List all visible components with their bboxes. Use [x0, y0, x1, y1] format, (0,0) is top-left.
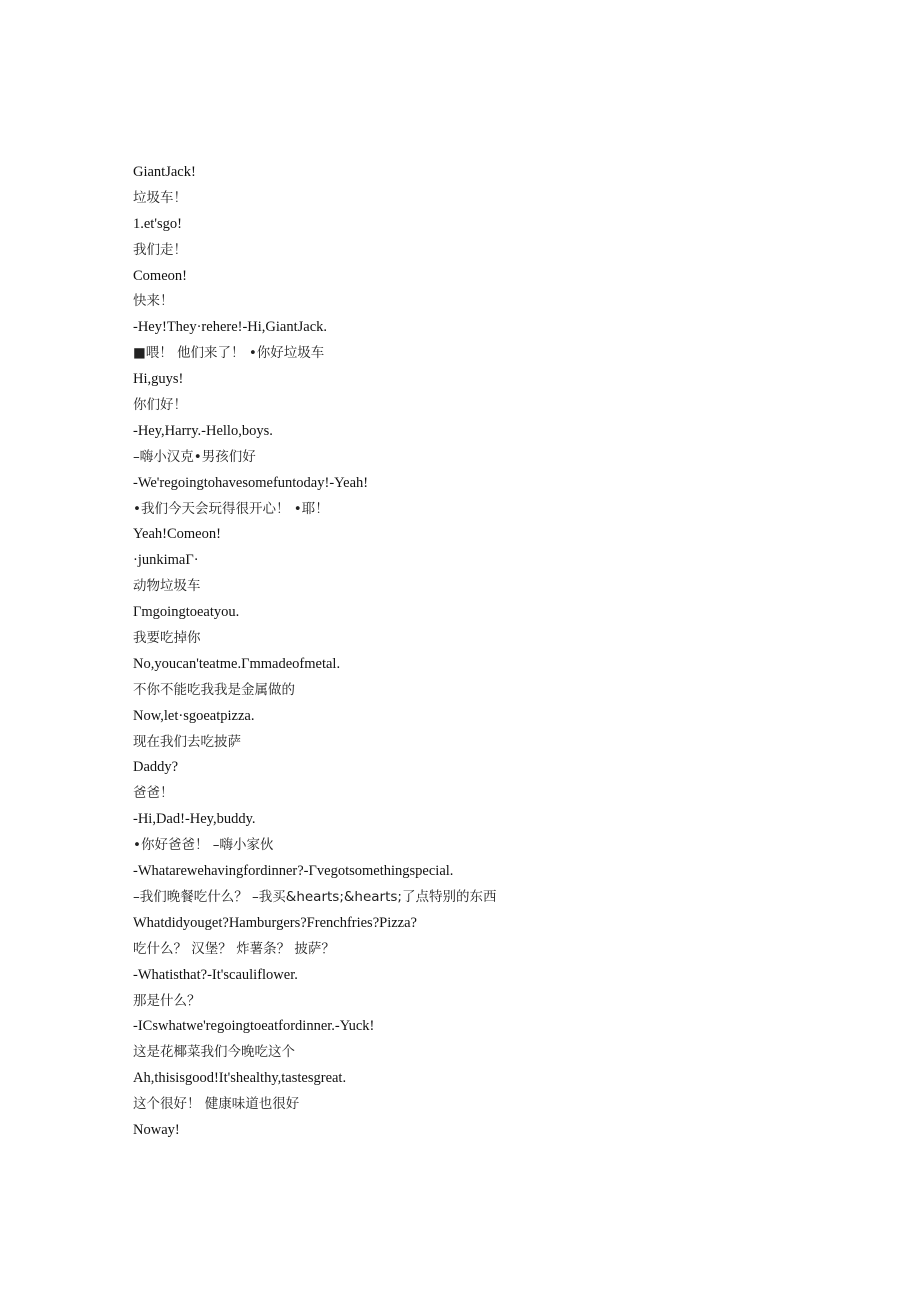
- subtitle-line-english: ·junkimaΓ·: [133, 552, 199, 569]
- subtitle-line-chinese: 快来！: [133, 293, 174, 310]
- subtitle-line-english: -Hey!They·rehere!-Hi,GiantJack.: [133, 319, 328, 336]
- subtitle-line-chinese: –我们晚餐吃什么？ –我买&hearts;&hearts;了点特别的东西: [133, 888, 497, 905]
- subtitle-line-english: Comeon!: [133, 267, 187, 284]
- subtitle-line-chinese: ■喂！ 他们来了！ •你好垃圾车: [133, 345, 325, 362]
- subtitle-line-english: Ah,thisisgood!It'shealthy,tastesgreat.: [133, 1070, 347, 1087]
- subtitle-line-english: -ICswhatwe'regoingtoeatfordinner.-Yuck!: [133, 1018, 375, 1035]
- subtitle-line-chinese: 爸爸！: [133, 785, 174, 802]
- subtitle-line-chinese: 这是花椰菜我们今晚吃这个: [133, 1044, 295, 1061]
- subtitle-line-english: Γmgoingtoeatyou.: [133, 604, 240, 621]
- subtitle-line-chinese: 吃什么？ 汉堡？ 炸薯条？ 披萨？: [133, 940, 335, 957]
- subtitle-line-chinese: 我要吃掉你: [133, 630, 201, 647]
- subtitle-line-english: -We'regoingtohavesomefuntoday!-Yeah!: [133, 474, 369, 491]
- subtitle-line-chinese: 我们走！: [133, 241, 187, 258]
- subtitle-line-english: Yeah!Comeon!: [133, 526, 221, 543]
- subtitle-line-chinese: •你好爸爸！ –嗨小家伙: [133, 837, 274, 854]
- subtitle-line-chinese: 那是什么？: [133, 992, 201, 1009]
- subtitle-line-english: Daddy?: [133, 759, 179, 776]
- subtitle-line-english: GiantJack!: [133, 164, 196, 180]
- subtitle-line-english: Whatdidyouget?Hamburgers?Frenchfries?Pizza?: [133, 914, 417, 931]
- subtitle-line-chinese: 不你不能吃我我是金属做的: [133, 681, 295, 698]
- subtitle-line-chinese: 现在我们去吃披萨: [133, 733, 241, 750]
- subtitle-line-english: Now,let·sgoeatpizza.: [133, 707, 255, 724]
- subtitle-line-english: -Hi,Dad!-Hey,buddy.: [133, 811, 256, 828]
- document-page: [133, 160, 833, 1144]
- subtitle-line-chinese: •我们今天会玩得很开心！ •耶！: [133, 500, 329, 517]
- subtitle-line-english: Hi,guys!: [133, 371, 184, 388]
- subtitle-line-english: 1.et'sgo!: [133, 215, 182, 232]
- subtitle-line-chinese: –嗨小汉克•男孩们好: [133, 448, 256, 465]
- subtitle-line-chinese: 动物垃圾车: [133, 578, 201, 595]
- subtitle-line-english: -Whatisthat?-It'scauliflower.: [133, 966, 298, 983]
- subtitle-line-english: -Hey,Harry.-Hello,boys.: [133, 422, 273, 439]
- subtitle-line-english: No,youcan'teatme.Γmmadeofmetal.: [133, 655, 341, 672]
- subtitle-line-chinese: 你们好！: [133, 397, 187, 414]
- subtitle-line-english: -Whatarewehavingfordinner?-Γvegotsomethingspecial.: [133, 863, 454, 880]
- subtitle-line-chinese: 这个很好！ 健康味道也很好: [133, 1096, 300, 1113]
- subtitle-line-english: Noway!: [133, 1121, 180, 1138]
- subtitle-line-chinese: 垃圾车！: [133, 189, 187, 206]
